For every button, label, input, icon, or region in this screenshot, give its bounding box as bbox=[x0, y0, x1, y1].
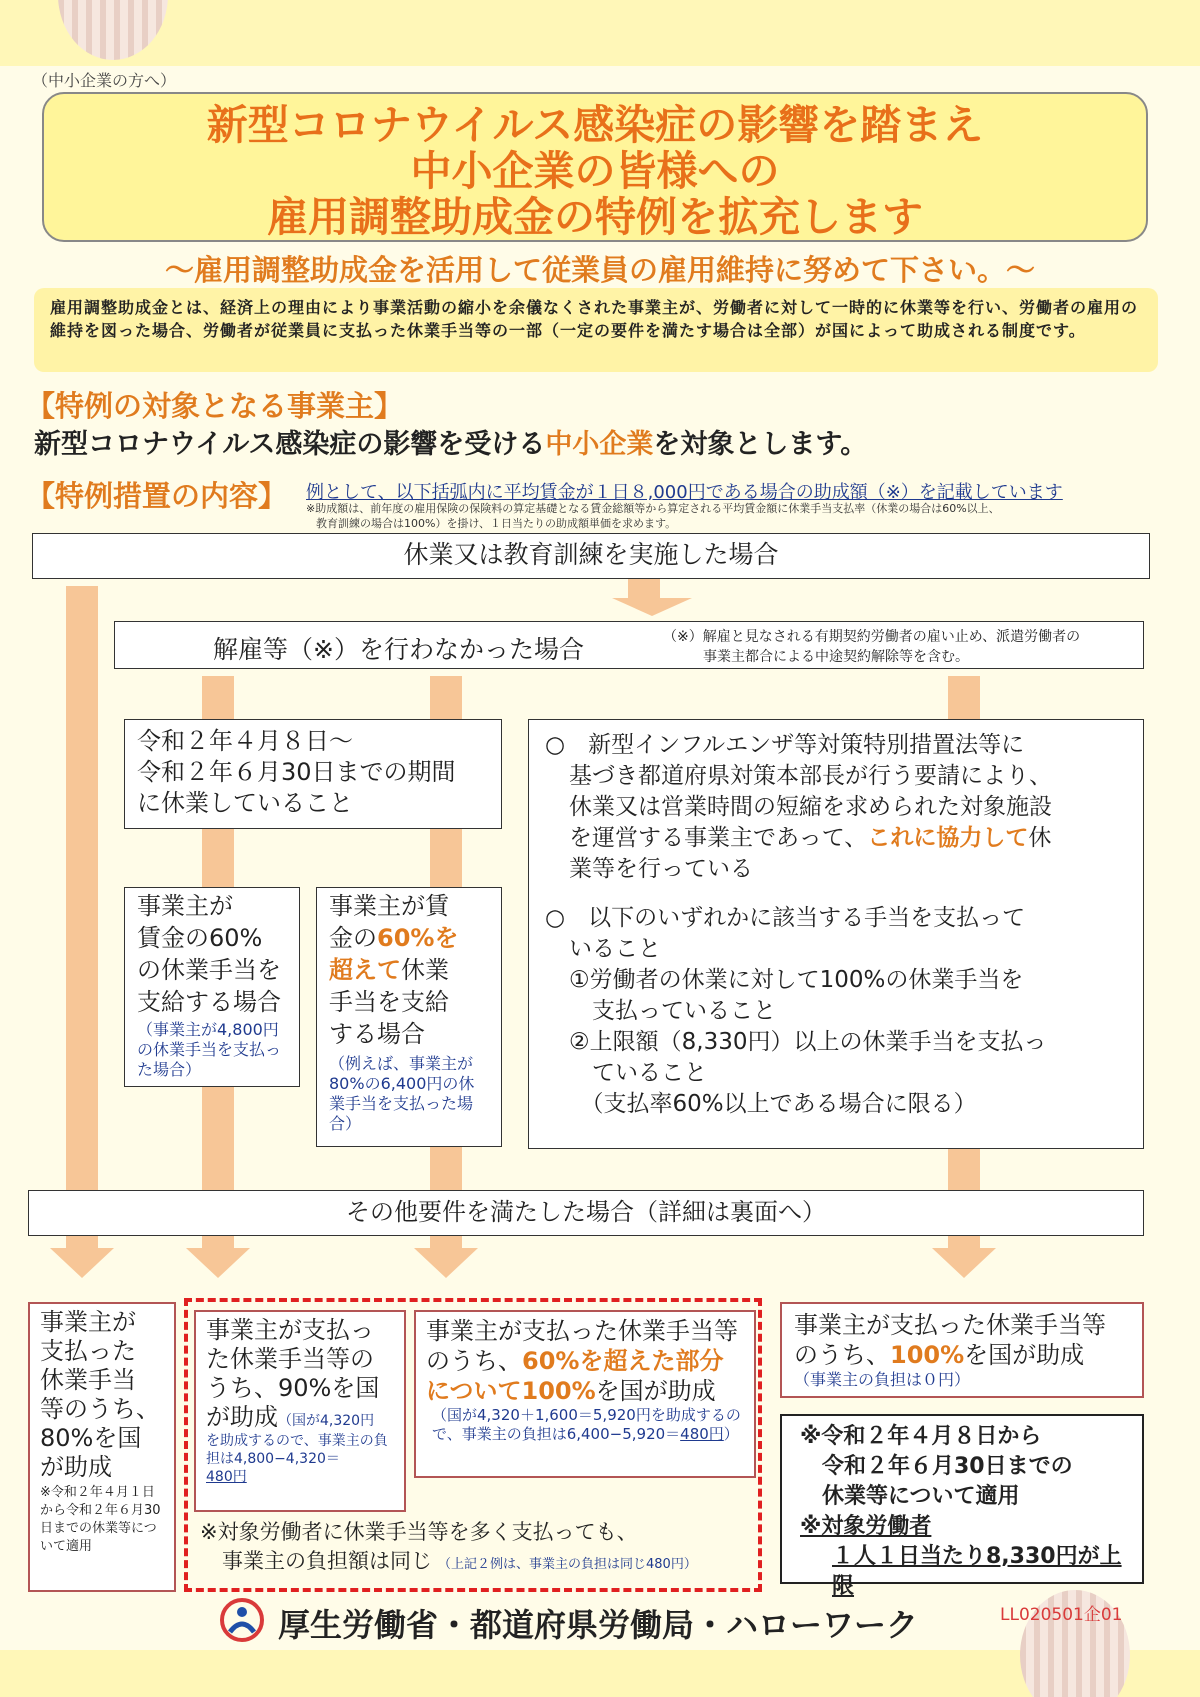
same-burden-line-2 bbox=[200, 1547, 750, 1579]
arrow-head-1 bbox=[50, 1248, 114, 1278]
cond2-line-1: ○ 以下のいずれかに該当する手当を支払って bbox=[545, 905, 1026, 931]
result-90-line-2: た休業手当等の bbox=[206, 1345, 374, 1373]
cond1-line-2: 基づき都道府県対策本部長が行う要請により、 bbox=[569, 763, 1052, 789]
measure-note-2: 教育訓練の場合は100%）を掛け、１日当たりの助成額単価を求めます。 bbox=[316, 517, 677, 530]
result-80-line-2: 支払った bbox=[40, 1337, 136, 1365]
result-90-note-b: を助成するので、事業主の負担は4,800−4,320＝ bbox=[206, 1433, 388, 1467]
period-line-3: に休業していること bbox=[137, 789, 353, 817]
notice-line-2: 令和２年６月30日までの bbox=[822, 1454, 1073, 1479]
cond1-line-4-pre: を運営する事業主であって、 bbox=[569, 825, 868, 851]
case-60-note: （事業主が4,800円の休業手当を支払った場合） bbox=[137, 1020, 282, 1079]
result-90-line-4-text: が助成 bbox=[206, 1403, 278, 1431]
no-dismissal-note-1: （※）解雇と見なされる有期契約労働者の雇い止め、派遣労働者の bbox=[663, 629, 1081, 645]
cond1-line-3: 休業又は営業時間の短縮を求められた対象施設 bbox=[569, 794, 1052, 820]
notice-line-4: ※対象労働者 bbox=[800, 1514, 932, 1539]
result-100-line-2-post: を国が助成 bbox=[964, 1341, 1085, 1369]
result-over60-line-3-post: を国が助成 bbox=[595, 1377, 716, 1405]
arrow-head-top bbox=[612, 598, 692, 616]
result-100-box bbox=[780, 1302, 1144, 1398]
result-90-line-3: うち、90%を国 bbox=[206, 1374, 380, 1402]
case-60-line-3: の休業手当を bbox=[137, 956, 281, 984]
result-80-line-3: 休業手当 bbox=[40, 1366, 136, 1394]
case-over-highlight-1: 60%を bbox=[377, 924, 459, 952]
result-90-note-a: （国が4,320円 bbox=[278, 1413, 375, 1429]
same-burden-small: （上記２例は、事業主の負担は同じ480円） bbox=[438, 1557, 697, 1572]
case-over-line-2 bbox=[329, 922, 489, 954]
same-burden-line-1: ※対象労働者に休業手当等を多く支払っても、 bbox=[200, 1520, 638, 1544]
notice-line-1: ※令和２年４月８日から bbox=[800, 1424, 1042, 1449]
case-over-line-3 bbox=[329, 954, 489, 986]
case-over-line-1: 事業主が賃 bbox=[329, 892, 449, 920]
measure-heading: 【特例措置の内容】 bbox=[26, 479, 288, 513]
title-line-2: 中小企業の皆様への bbox=[410, 147, 780, 195]
arrow-head-2 bbox=[186, 1248, 250, 1278]
case-over-post-1: 休業 bbox=[401, 956, 449, 984]
period-line-2: 令和２年６月30日までの期間 bbox=[137, 758, 456, 786]
flow-top-text: 休業又は教育訓練を実施した場合 bbox=[403, 540, 779, 569]
no-dismissal-note-2: 事業主都合による中途契約解除等を含む。 bbox=[703, 649, 969, 665]
case-over-pre-2: 金の bbox=[329, 924, 377, 952]
target-statement-post: を対象とします。 bbox=[653, 429, 868, 460]
cond2-line-7: （支払率60%以上である場合に限る） bbox=[569, 1091, 977, 1117]
conditions-box bbox=[528, 719, 1144, 1149]
arrow-stem-left bbox=[66, 586, 98, 1248]
result-80-line-4: 等のうち、 bbox=[40, 1395, 160, 1423]
result-over60-note bbox=[426, 1406, 744, 1444]
cond2-line-2: いること bbox=[569, 936, 661, 962]
case-over-note: （例えば、事業主が80%の6,400円の休業手当を支払った場合） bbox=[329, 1054, 475, 1133]
case-60-line-1: 事業主が bbox=[137, 892, 233, 920]
no-dismissal-box bbox=[114, 621, 1144, 669]
audience-label: （中小企業の方へ） bbox=[32, 71, 177, 90]
result-over60-note-a: （国が4,320＋1,600＝5,920円を助成するので、事業主の負担は6,400−5,920＝ bbox=[432, 1406, 741, 1443]
cond2-line-5: ②上限額（8,330円）以上の休業手当を支払っ bbox=[569, 1029, 1047, 1055]
result-100-line-2-pre: のうち、 bbox=[794, 1341, 890, 1369]
same-burden-text bbox=[200, 1518, 750, 1579]
result-90-line-4 bbox=[206, 1403, 394, 1432]
title-line-3: 雇用調整助成金の特例を拡充します bbox=[267, 193, 923, 241]
other-requirements-text: その他要件を満たした場合（詳細は裏面へ） bbox=[346, 1198, 826, 1226]
case-60-line-2: 賃金の60% bbox=[137, 924, 263, 952]
result-over60-line-3 bbox=[426, 1376, 744, 1406]
result-over60-line-3-highlight: について100% bbox=[426, 1377, 596, 1405]
period-box bbox=[124, 719, 502, 829]
case-over-line-4: 手当を支給 bbox=[329, 988, 449, 1016]
result-80-note: ※令和２年４月１日から令和２年６月30日までの休業等について適用 bbox=[40, 1485, 161, 1554]
cond1-line-4-post: 休 bbox=[1028, 825, 1052, 851]
cond1-line-1: ○ 新型インフルエンザ等対策特別措置法等に bbox=[545, 732, 1025, 758]
intro-box bbox=[34, 288, 1158, 372]
ministry-logo-icon bbox=[220, 1598, 264, 1642]
result-100-line-2 bbox=[794, 1340, 1130, 1370]
case-over-highlight-2: 超えて bbox=[329, 956, 401, 984]
result-100-over60-box bbox=[414, 1310, 756, 1478]
cond2-line-4: 支払っていること bbox=[569, 998, 776, 1024]
arrow-head-4 bbox=[932, 1248, 996, 1278]
flow-top-box bbox=[32, 533, 1150, 579]
target-statement-highlight: 中小企業 bbox=[545, 429, 654, 460]
title-box bbox=[42, 92, 1148, 242]
subtitle: ～雇用調整助成金を活用して従業員の雇用維持に努めて下さい。～ bbox=[164, 253, 1035, 287]
target-heading: 【特例の対象となる事業主】 bbox=[26, 389, 404, 423]
target-statement bbox=[34, 422, 867, 461]
result-80-line-6: が助成 bbox=[40, 1453, 112, 1481]
cond2-line-3: ①労働者の休業に対して100%の休業手当を bbox=[569, 967, 1024, 993]
other-requirements-box bbox=[28, 1190, 1144, 1236]
intro-text: 雇用調整助成金とは、経済上の理由により事業活動の縮小を余儀なくされた事業主が、労働者に対して一時的に休業等を行い、労働者の雇用の維持を図った場合、労働者が従業員に支払った休業手当等の一部（一定の要件を満たす場合は全部）が国によって助成される制度です。 bbox=[50, 298, 1139, 340]
result-80-box bbox=[28, 1302, 176, 1592]
cond1-line-4 bbox=[545, 823, 1127, 854]
arrow-stem-top bbox=[628, 578, 660, 598]
result-90-note-c: 480円 bbox=[206, 1469, 247, 1485]
result-100-line-2-highlight: 100% bbox=[890, 1341, 965, 1369]
result-over60-line-1: 事業主が支払った休業手当等 bbox=[426, 1317, 738, 1345]
title-line-1: 新型コロナウイルス感染症の影響を踏まえ bbox=[206, 101, 984, 149]
result-over60-line-2-pre: のうち、 bbox=[426, 1347, 522, 1375]
cond1-line-5: 業等を行っている bbox=[569, 856, 753, 882]
result-100-line-1: 事業主が支払った休業手当等 bbox=[794, 1311, 1106, 1339]
result-100-note: （事業主の負担は０円） bbox=[794, 1370, 971, 1389]
footer-org: 厚生労働省・都道府県労働局・ハローワーク bbox=[278, 1606, 919, 1644]
case-60-box bbox=[124, 887, 300, 1087]
result-90-box bbox=[194, 1310, 406, 1512]
arrow-head-3 bbox=[414, 1248, 478, 1278]
result-80-line-5: 80%を国 bbox=[40, 1424, 142, 1452]
measure-example: 例として、以下括弧内に平均賃金が１日８,000円である場合の助成額（※）を記載しています bbox=[306, 482, 1063, 503]
case-over-60-box bbox=[316, 887, 502, 1147]
notice-box bbox=[780, 1414, 1144, 1599]
top-band bbox=[0, 0, 1200, 66]
target-statement-pre: 新型コロナウイルス感染症の影響を受ける bbox=[34, 429, 546, 460]
no-dismissal-text: 解雇等（※）を行わなかった場合 bbox=[213, 635, 584, 664]
period-line-1: 令和２年４月８日～ bbox=[137, 727, 353, 755]
result-over60-line-2-highlight: 60%を超えた部分 bbox=[522, 1347, 724, 1375]
result-over60-note-c: ） bbox=[723, 1425, 739, 1443]
result-over60-note-b: 480円 bbox=[680, 1425, 724, 1443]
notice-line-5: １人１日当たり8,330円が上限 bbox=[832, 1544, 1122, 1599]
same-burden-line-2-text: 事業主の負担額は同じ bbox=[222, 1549, 432, 1573]
notice-line-3: 休業等について適用 bbox=[822, 1484, 1020, 1509]
cond2-line-6: ていること bbox=[569, 1060, 707, 1086]
case-over-line-5: する場合 bbox=[329, 1020, 425, 1048]
footer-code: LL020501企01 bbox=[1000, 1605, 1123, 1625]
result-90-line-1: 事業主が支払っ bbox=[206, 1316, 374, 1344]
result-over60-line-2 bbox=[426, 1346, 744, 1376]
measure-note-1: ※助成額は、前年度の雇用保険の保険料の算定基礎となる賃金総額等から算定される平均賃金額に休業手当支払率（休業の場合は60%以上、 bbox=[306, 502, 1000, 515]
cond1-line-4-highlight: これに協力して bbox=[867, 825, 1029, 851]
case-60-line-4: 支給する場合 bbox=[137, 988, 281, 1016]
result-80-line-1: 事業主が bbox=[40, 1308, 136, 1336]
